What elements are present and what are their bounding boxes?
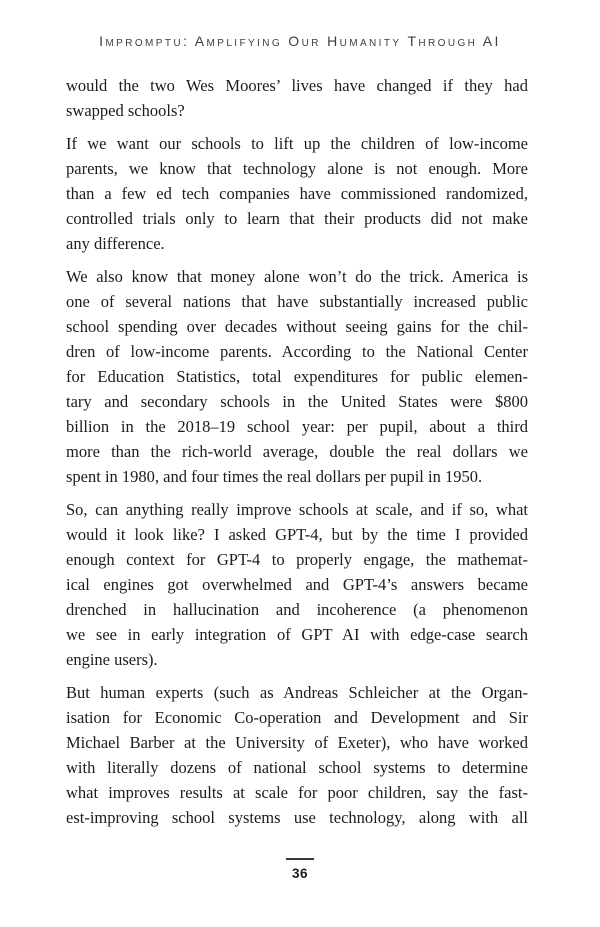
paragraph (66, 264, 528, 489)
text-line: isation for Economic Co-operation and Development and Sir (66, 708, 528, 727)
text-line: We also know that money alone won’t do the trick. America is (66, 267, 528, 286)
running-header-title: Impromptu: Amplifying Our Humanity Through AI (99, 33, 501, 49)
paragraph (66, 497, 528, 672)
running-header (0, 33, 600, 49)
text-line: engine users). (66, 650, 158, 669)
text-line: dren of low-income parents. According to the National Center (66, 342, 528, 361)
text-line: drenched in hallucination and incoherence (a phenomenon (66, 600, 528, 619)
text-line: tary and secondary schools in the United States were $800 (66, 392, 528, 411)
page-body (66, 73, 528, 838)
text-line: one of several nations that have substantially increased public (66, 292, 528, 311)
text-line: controlled trials only to learn that their products did not make (66, 209, 528, 228)
text-line: parents, we know that technology alone is not enough. More (66, 159, 528, 178)
text-line: enough context for GPT-4 to properly engage, the mathemat- (66, 550, 528, 569)
text-line: than a few ed tech companies have commissioned randomized, (66, 184, 528, 203)
text-line: for Education Statistics, total expenditures for public elemen- (66, 367, 528, 386)
paragraph (66, 73, 528, 123)
text-line: So, can anything really improve schools at scale, and if so, what (66, 500, 528, 519)
text-line: spent in 1980, and four times the real dollars per pupil in 1950. (66, 467, 483, 486)
text-line: If we want our schools to lift up the children of low-income (66, 134, 528, 153)
text-line: billion in the 2018–19 school year: per pupil, about a third (66, 417, 528, 436)
paragraph (66, 131, 528, 256)
page-number: 36 (291, 866, 309, 881)
text-line: what improves results at scale for poor children, say the fast- (66, 783, 528, 802)
text-line: swapped schools? (66, 101, 185, 120)
text-line: est-improving school systems use technology, along with all (66, 808, 528, 827)
text-line: ical engines got overwhelmed and GPT-4’s answers became (66, 575, 528, 594)
paragraph (66, 680, 528, 830)
text-line: school spending over decades without seeing gains for the chil- (66, 317, 528, 336)
text-line: Michael Barber at the University of Exeter), who have worked (66, 733, 528, 752)
footer-rule (286, 858, 314, 860)
text-line: any difference. (66, 234, 165, 253)
text-line: more than the rich-world average, double the real dollars we (66, 442, 528, 461)
text-line: with literally dozens of national school systems to determine (66, 758, 528, 777)
text-line: But human experts (such as Andreas Schleicher at the Organ- (66, 683, 528, 702)
text-line: would it look like? I asked GPT-4, but by the time I provided (66, 525, 528, 544)
text-line: would the two Wes Moores’ lives have changed if they had (66, 76, 528, 95)
text-line: we see in early integration of GPT AI with edge-case search (66, 625, 528, 644)
page-footer (0, 858, 600, 881)
